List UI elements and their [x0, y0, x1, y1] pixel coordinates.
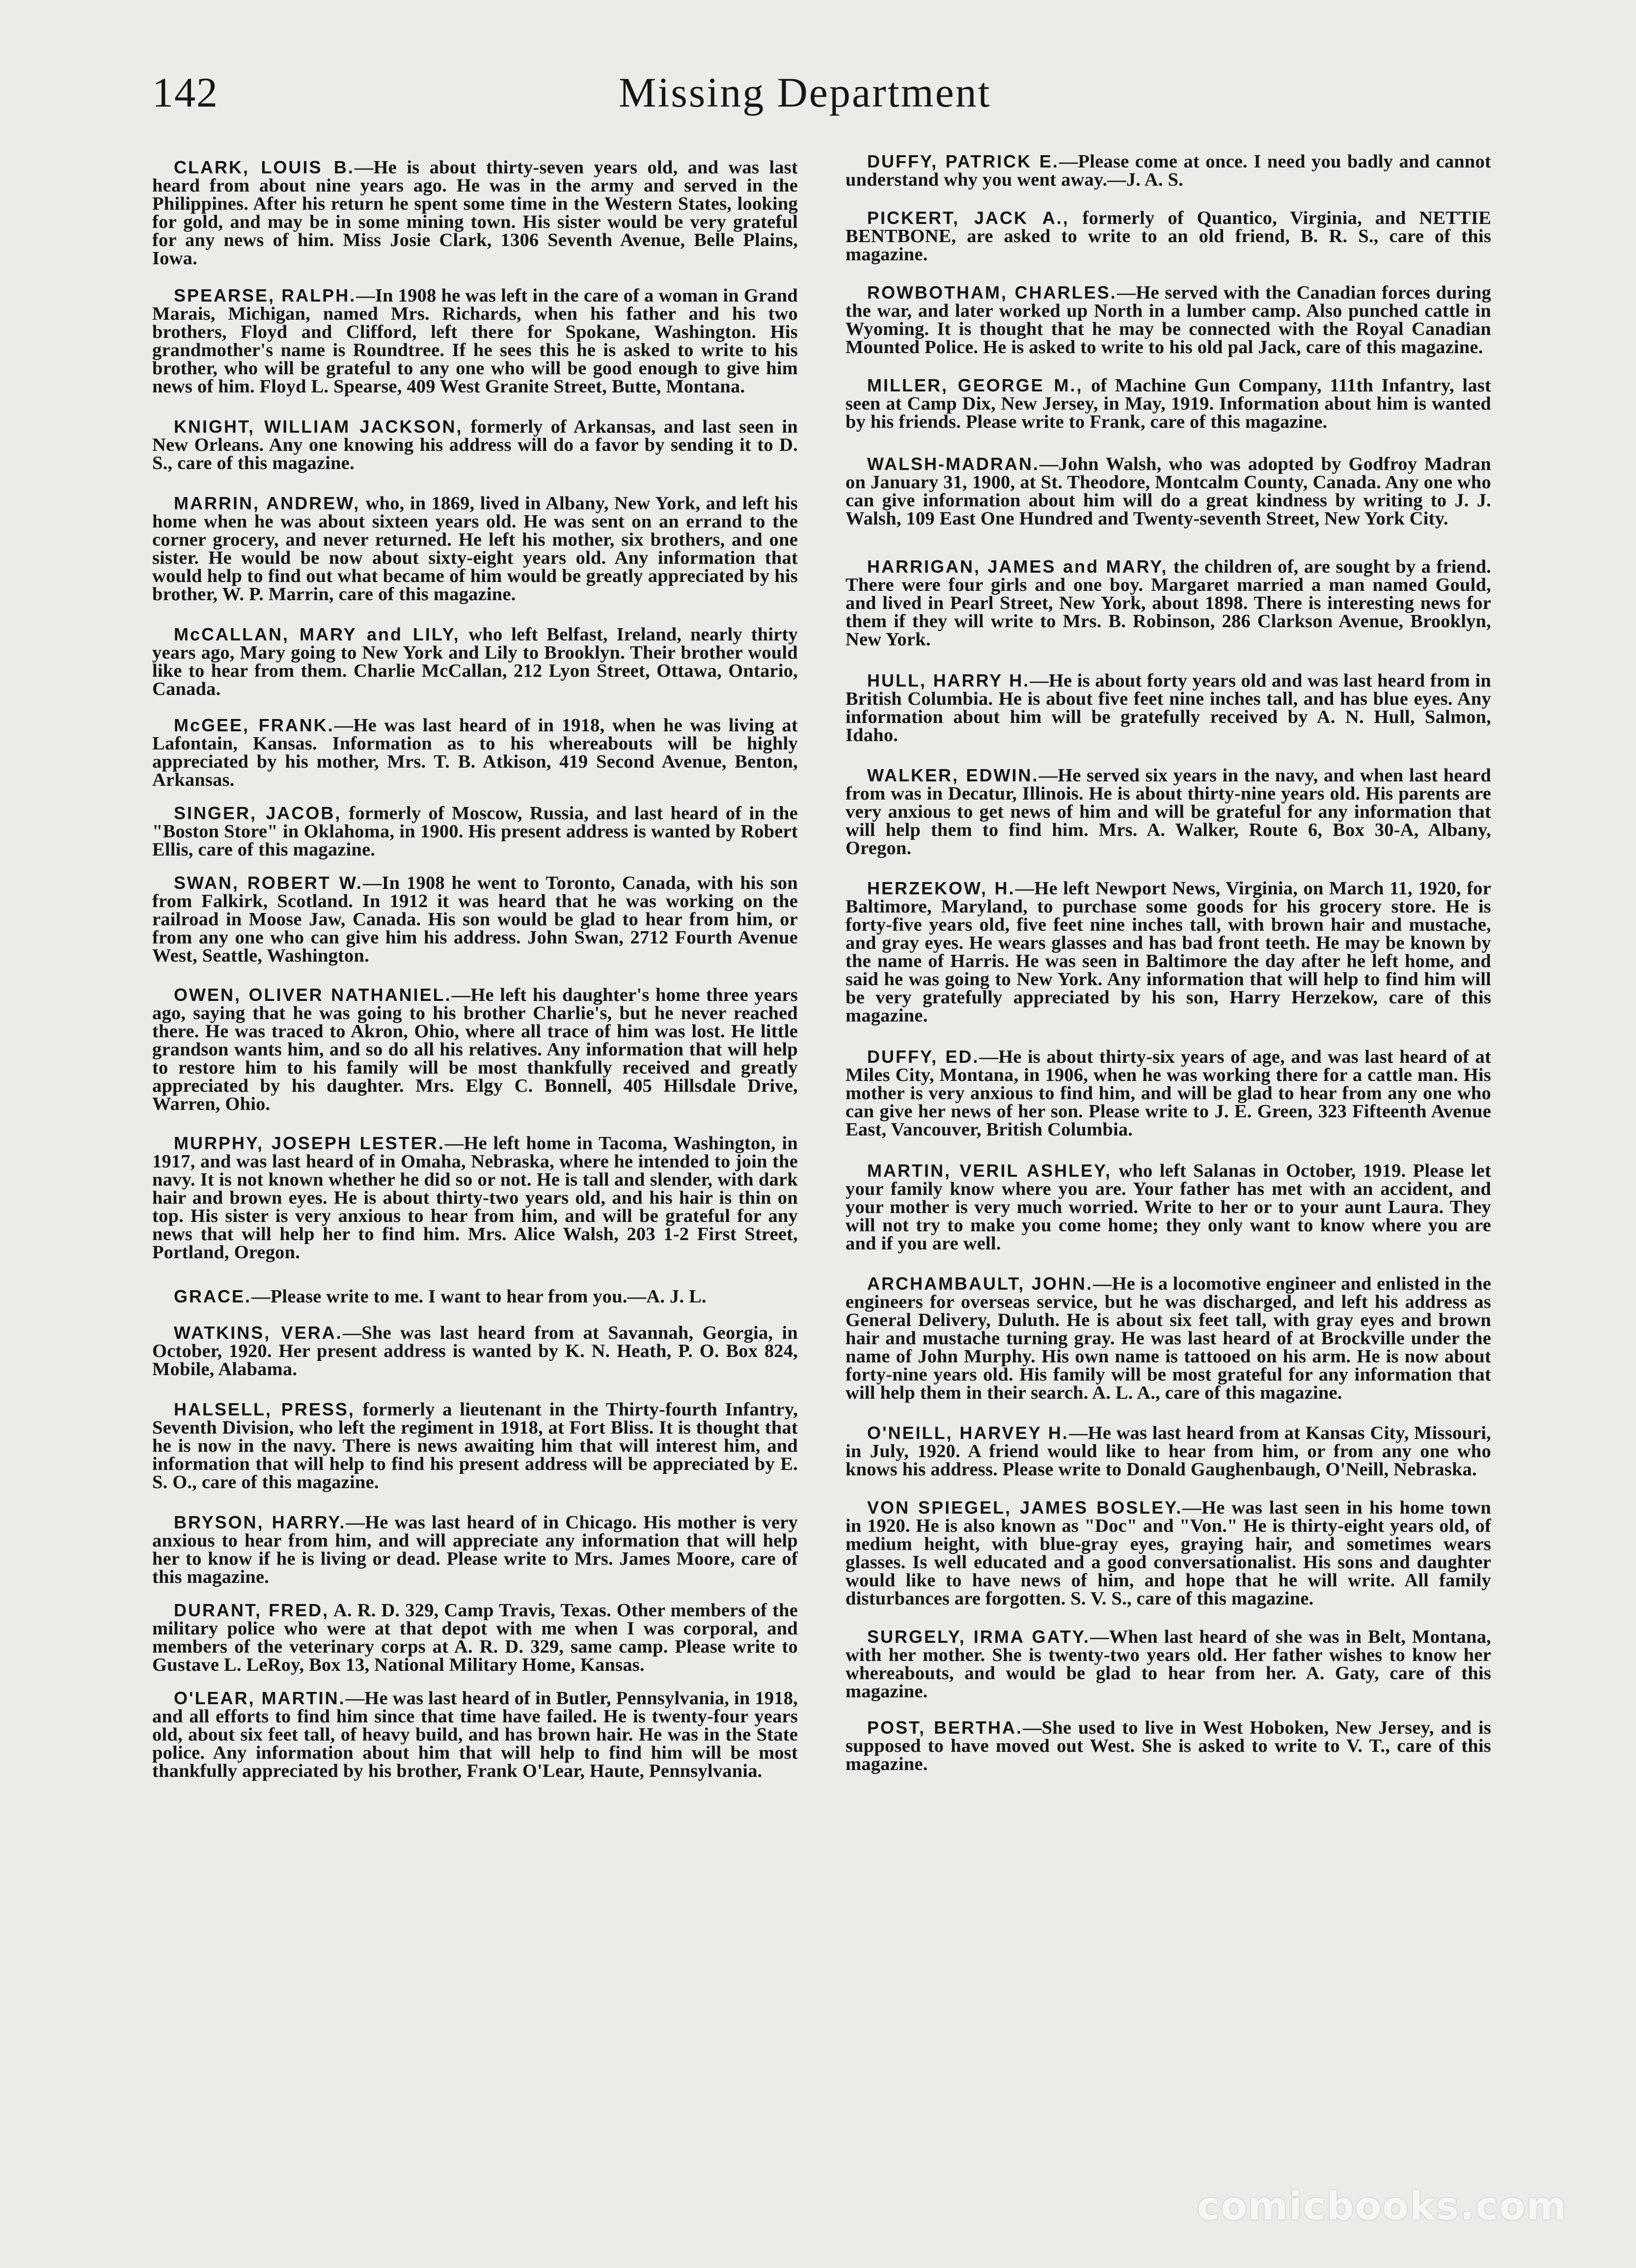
notice-name: SINGER, JACOB,: [174, 803, 342, 823]
notice-name: KNIGHT, WILLIAM JACKSON,: [174, 416, 463, 437]
notice-entry: [845, 1048, 1491, 1139]
notice-text: —He is about thirty-seven years old, and was last heard from about nine years ago. He was in the army and served in the Philippines. After his return he spent some time in the Western States, looking for gold, and may be in some mining town. His sister would be very grateful for any news of him. Miss Josie Clark, 1306 Seventh Avenue, Belle Plains, Iowa.: [152, 157, 798, 269]
notice-name: DUFFY, PATRICK E.: [867, 151, 1059, 171]
notice-entry: [152, 1513, 798, 1586]
notice-name: O'LEAR, MARTIN.: [174, 1688, 346, 1708]
notice-text: —He is a locomotive engineer and enlisted in the engineers for overseas service, but he was discharged, and left his address as General Delivery, Duluth. He is about six feet tall, with gray eyes and brown hair and mustache turning gray. He was last heard of at Brockville under the name of John Murphy. His own name is tattooed on his arm. He is now about forty-nine years old. His family will be most grateful for any information that will help them in their search. A. L. A., care of this magazine.: [845, 1273, 1491, 1403]
notice-text: —She used to live in West Hoboken, New Jersey, and is supposed to have moved out West. She is asked to write to V. T., care of this magazine.: [845, 1717, 1492, 1774]
notice-text: —In 1908 he was left in the care of a woman in Grand Marais, Michigan, named Mrs. Richards, when his father and his two brothers, Floyd and Clifford, left there for Spokane, Washington. His grandmother's name is Roundtree. If he sees this he is asked to write to his brother, who will be grateful to any one who will be good enough to give him news of him. Floyd L. Spearse, 409 West Granite Street, Butte, Montana.: [152, 285, 798, 397]
notice-entry: [152, 716, 798, 789]
notice-text: —Please write to me. I want to hear from you.—A. J. L.: [251, 1286, 707, 1307]
notice-name: McGEE, FRANK.: [174, 715, 334, 735]
left-column: [152, 158, 798, 1780]
notice-name: O'NEILL, HARVEY H.: [867, 1423, 1069, 1443]
notice-entry: [152, 494, 798, 604]
notice-name: HALSELL, PRESS,: [174, 1399, 355, 1419]
notice-text: —He served with the Canadian forces during the war, and later worked up North in a lumber camp. Also punched cattle in Wyoming. It is thought that he may be connected with the Royal Canadian Mounted Police. He is asked to write to his old pal Jack, care of this magazine.: [845, 282, 1491, 358]
notice-text: formerly a lieutenant in the Thirty-fourth Infantry, Seventh Division, who left the regiment in 1918, at Fort Bliss. It is thought that he is now in the navy. There is news awaiting him that will interest him, and information that will help to find his present address will be appreciated by E. S. O., care of this magazine.: [152, 1399, 798, 1493]
notice-entry: [845, 1274, 1491, 1402]
notice-name: HULL, HARRY H.: [867, 670, 1030, 691]
notice-entry: [845, 209, 1491, 264]
notice-text: A. R. D. 329, Camp Travis, Texas. Other members of the military police who were at that depot with me when I was corporal, and members of the veterinary corps at A. R. D. 329, same camp. Please write to Gustave L. LeRoy, Box 13, National Military Home, Kansas.: [152, 1600, 798, 1675]
notice-entry: [845, 1718, 1491, 1773]
notice-text: —He was last heard of in Chicago. His mother is very anxious to hear from him, and will appreciate any information that will help her to know if he is living or dead. Please write to Mrs. James Moore, care of this magazine.: [152, 1512, 798, 1587]
notice-name: VON SPIEGEL, JAMES BOSLEY.: [867, 1497, 1183, 1518]
notice-name: GRACE.: [174, 1286, 252, 1306]
notice-entry: [845, 1628, 1491, 1701]
notice-entry: [845, 376, 1491, 431]
notice-text: —He was last heard of in Butler, Pennsylvania, in 1918, and all efforts to find him since that time have failed. He is twenty-four years old, about six feet tall, of heavy build, and has brown hair. He was in the State police. Any information about him that will help to find him will be most thankfully appreciated by his brother, Frank O'Lear, Haute, Pennsylvania.: [152, 1688, 798, 1781]
notice-text: formerly of Arkansas, and last seen in New Orleans. Any one knowing his address will do a favor by sending it to D. S., care of this magazine.: [152, 416, 798, 473]
notice-entry: [152, 1400, 798, 1492]
page-number: 142: [152, 69, 218, 116]
notice-name: OWEN, OLIVER NATHANIEL.: [174, 985, 452, 1005]
notice-text: —He left home in Tacoma, Washington, in 1917, and was last heard of in Omaha, Nebraska, where he intended to join the navy. It is not known whether he did so or not. He is tall and slender, with dark hair and brown eyes. He is about thirty-two years old, and his hair is thin on top. His sister is very anxious to hear from him, and will be grateful for any news that will help her to find him. Mrs. Alice Walsh, 203 1-2 First Street, Portland, Oregon.: [152, 1133, 798, 1263]
notice-name: HARRIGAN, JAMES and MARY,: [867, 556, 1168, 577]
notice-text: formerly of Moscow, Russia, and last heard of in the "Boston Store" in Oklahoma, in 1900. His present address is wanted by Robert Ellis, care of this magazine.: [152, 803, 798, 860]
notice-text: —He was last heard of in 1918, when he was living at Lafontain, Kansas. Information as to his whereabouts will be highly appreciated by his mother, Mrs. T. B. Atkison, 419 Second Avenue, Benton, Arkansas.: [152, 715, 798, 790]
notice-entry: [152, 874, 798, 965]
notice-entry: [152, 417, 798, 472]
notice-entry: [152, 1134, 798, 1262]
notice-name: MURPHY, JOSEPH LESTER.: [174, 1133, 445, 1153]
watermark: comicbooks.com: [1197, 2185, 1567, 2229]
page-title: Missing Department: [619, 69, 991, 116]
notice-name: WALKER, EDWIN.: [867, 765, 1039, 785]
notice-entry: [845, 557, 1491, 649]
notice-name: McCALLAN, MARY and LILY,: [174, 624, 460, 644]
notice-entry: [845, 455, 1491, 528]
notice-text: of Machine Gun Company, 111th Infantry, last seen at Camp Dix, New Jersey, in May, 1919. Information about him is wanted by his friends. Please write to Frank, care of this magazine.: [845, 375, 1491, 432]
notice-name: HERZEKOW, H.: [867, 878, 1015, 898]
notice-entry: [845, 1424, 1491, 1479]
notice-name: DUFFY, ED.: [867, 1047, 980, 1067]
right-column: [845, 152, 1491, 1773]
notice-entry: [152, 158, 798, 268]
notice-text: who left Salanas in October, 1919. Please let your family know where you are. Your father has met with an accident, and your mother is very much worried. Write to her or to your aunt Laura. They will not try to make you come home; they only want to know where you are and if you are well.: [845, 1161, 1491, 1254]
notice-name: POST, BERTHA.: [867, 1717, 1023, 1738]
notice-entry: [845, 1162, 1491, 1253]
notice-text: —When last heard of she was in Belt, Montana, with her mother. She is twenty-two years old. Her father wishes to know her whereabouts, and would be glad to hear from her. A. Gaty, care of this magazine.: [845, 1627, 1491, 1702]
notice-name: SURGELY, IRMA GATY.: [867, 1627, 1091, 1647]
notice-text: —He served six years in the navy, and when last heard from was in Decatur, Illinois. He is about thirty-nine years old. His parents are very anxious to get news of him and will be grateful for any information that will help them to find him. Mrs. A. Walker, Route 6, Box 30-A, Albany, Oregon.: [845, 765, 1492, 858]
notice-entry: [152, 1324, 798, 1379]
notice-text: —He is about forty years old and was last heard from in British Columbia. He is about five feet nine inches tall, and has blue eyes. Any information about him will be gratefully received by A. N. Hull, Salmon, Idaho.: [845, 670, 1492, 746]
notice-text: —He left Newport News, Virginia, on March 11, 1920, for Baltimore, Maryland, to purchase some goods for his grocery store. He is forty-five years old, five feet nine inches tall, with brown hair and mustache, and gray eyes. He wears glasses and has bad front teeth. He may be known by the name of Harris. He was seen in Baltimore the day after he left home, and said he was going to New York. Any information that will help to find him will be very gratefully appreciated by his son, Harry Herzekow, care of this magazine.: [845, 878, 1491, 1026]
notice-text: —He was last seen in his home town in 1920. He is also known as "Doc" and "Von." He is thirty-eight years old, of medium height, with blue-gray eyes, graying hair, and sometimes wears glasses. Is well educated and a good conversationalist. His sons and daughter would like to have news of him, and hope that he will write. All family disturbances are forgotten. S. V. S., care of this magazine.: [845, 1497, 1491, 1609]
notice-text: —Please come at once. I need you badly and cannot understand why you went away.—J. A. S.: [845, 151, 1491, 190]
notice-entry: [845, 283, 1491, 357]
notice-name: BRYSON, HARRY.: [174, 1512, 346, 1532]
notice-entry: [845, 152, 1491, 189]
notice-entry: [152, 625, 798, 698]
notice-name: MARTIN, VERIL ASHLEY,: [867, 1161, 1112, 1181]
notice-name: WATKINS, VERA.: [174, 1323, 343, 1343]
notice-name: DURANT, FRED,: [174, 1600, 329, 1620]
notice-entry: [152, 286, 798, 396]
notice-text: who left Belfast, Ireland, nearly thirty years ago, Mary going to New York and Lily to Brooklyn. Their brother would like to hear from them. Charlie McCallan, 212 Lyon Street, Ottawa, Ontario, Canada.: [152, 624, 798, 699]
notice-entry: [845, 1498, 1491, 1608]
notice-name: PICKERT, JACK A.,: [867, 208, 1069, 228]
notice-name: MARRIN, ANDREW,: [174, 493, 360, 513]
notice-entry: [845, 879, 1491, 1025]
notice-name: ROWBOTHAM, CHARLES.: [867, 282, 1117, 303]
notice-name: WALSH-MADRAN.: [867, 454, 1039, 474]
notice-name: CLARK, LOUIS B.: [174, 157, 354, 177]
notice-name: ARCHAMBAULT, JOHN.: [867, 1273, 1093, 1294]
notice-entry: [845, 671, 1491, 745]
notice-text: —He left his daughter's home three years ago, saying that he was going to his brother Charlie's, but he never reached there. He was traced to Akron, Ohio, where all trace of him was lost. He little grandson wants him, and so do all his relatives. Any information that will help to restore him to his family will be most thankfully received and greatly appreciated by his daughter. Mrs. Elgy C. Bonnell, 405 Hillsdale Drive, Warren, Ohio.: [152, 985, 798, 1114]
notice-entry: [152, 1601, 798, 1674]
notice-text: —He was last heard from at Kansas City, Missouri, in July, 1920. A friend would like to hear from him, or from any one who knows his address. Please write to Donald Gaughenbaugh, O'Neill, Nebraska.: [845, 1423, 1491, 1480]
notice-text: —He is about thirty-six years of age, and was last heard of at Miles City, Montana, in 1906, when he was working there for a cattle man. His mother is very anxious to find him, and will be glad to hear from any one who can give her news of her son. Please write to J. E. Green, 323 Fifteenth Avenue East, Vancouver, British Columbia.: [845, 1047, 1491, 1140]
notice-name: MILLER, GEORGE M.,: [867, 375, 1083, 395]
notice-text: the children of, are sought by a friend. There were four girls and one boy. Margaret married a man named Gould, and lived in Pearl Street, New York, about 1898. There is interesting news for them if they will write to Mrs. B. Robinson, 286 Clarkson Avenue, Brooklyn, New York.: [845, 556, 1491, 650]
notice-entry: [152, 1689, 798, 1780]
notice-text: who, in 1869, lived in Albany, New York, and left his home when he was about sixteen years old. He was sent on an errand to the corner grocery, and never returned. He left his mother, six brothers, and one sister. He would be now about sixty-eight years old. Any information that would help to find out what became of him would be greatly appreciated by his brother, W. P. Marrin, care of this magazine.: [152, 493, 798, 605]
notice-name: SWAN, ROBERT W.: [174, 873, 363, 893]
notice-entry: [152, 804, 798, 859]
notice-entry: [845, 766, 1491, 857]
notice-text: —She was last heard from at Savannah, Georgia, in October, 1920. Her present address is wanted by K. N. Heath, P. O. Box 824, Mobile, Alabama.: [152, 1323, 798, 1380]
notice-name: SPEARSE, RALPH.: [174, 285, 356, 305]
notice-text: —John Walsh, who was adopted by Godfroy Madran on January 31, 1900, at St. Theodore, Montcalm County, Canada. Any one who can give information about him will do a great kindness by writing to J. J. Walsh, 109 East One Hundred and Twenty-seventh Street, New York City.: [845, 454, 1491, 529]
notice-entry: [152, 1287, 798, 1306]
notice-text: formerly of Quantico, Virginia, and NETTIE BENTBONE, are asked to write to an old friend, B. R. S., care of this magazine.: [845, 208, 1491, 265]
notice-entry: [152, 986, 798, 1113]
notice-text: —In 1908 he went to Toronto, Canada, with his son from Falkirk, Scotland. In 1912 it was heard that he was working on the railroad in Moose Jaw, Canada. His son would be glad to hear from him, or from any one who can give him his address. John Swan, 2712 Fourth Avenue West, Seattle, Washington.: [152, 873, 798, 966]
